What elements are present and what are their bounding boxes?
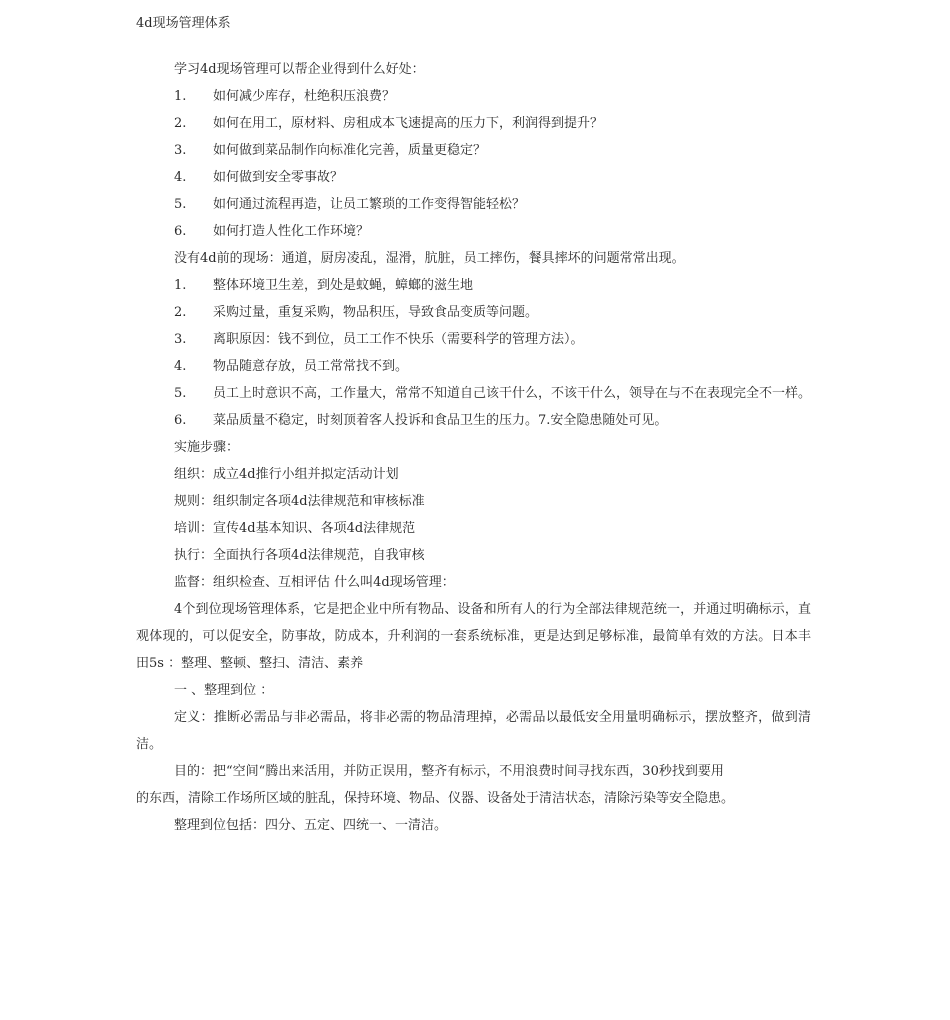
step-item: 培训：宣传4d基本知识、各项4d法律规范 (174, 521, 416, 536)
list-item (136, 299, 811, 326)
list-item (136, 218, 811, 245)
list-item (136, 407, 811, 434)
paragraph-4d-definition: 4个到位现场管理体系，它是把企业中所有物品、设备和所有人的行为全部法律规范统一，并通过明确标示，直观体现的，可以促安全，防事故，防成本，升利润的一套系统标准，更是达到足够标准，最简单有效的方法。日本丰田5s ：整理、整顿、整扫、清洁、素养 (136, 602, 811, 671)
list-number: 5. (174, 386, 187, 401)
list-number: 2. (174, 305, 187, 320)
list-number: 3. (174, 143, 187, 158)
list-item (136, 191, 811, 218)
list-item (136, 326, 811, 353)
paragraph-definition: 定义：推断必需品与非必需品，将非必需的物品清理掉，必需品以最低安全用量明确标示，摆放整齐，做到清洁。 (136, 710, 811, 752)
list-number: 5. (174, 197, 187, 212)
list-text: 如何做到菜品制作向标准化完善，质量更稳定？ (213, 143, 487, 158)
list-text: 采购过量，重复采购，物品积压，导致食品变质等问题。 (213, 305, 539, 320)
benefits-list (136, 83, 811, 245)
paragraph-purpose-line2: 的东西，清除工作场所区域的脏乱，保持环境、物品、仪器、设备处于清洁状态，清除污染等安全隐患。 (136, 791, 735, 806)
intro-text: 学习4d现场管理可以帮企业得到什么好处： (174, 62, 425, 77)
list-item (136, 353, 811, 380)
section-title: 一 、整理到位 ： (174, 683, 274, 698)
paragraph-purpose-line1: 目的：把“空间“腾出来活用，并防正误用，整齐有标示，不用浪费时间寻找东西，30秒找到要用 (174, 764, 724, 779)
before-intro-text: 没有4d前的现场：通道，厨房凌乱，湿滑，肮脏，员工摔伤，餐具摔坏的问题常常出现。 (174, 251, 685, 266)
list-text: 员工上时意识不高，工作量大，常常不知道自己该干什么，不该干什么，领导在与不在表现完全不一样。 (213, 386, 812, 401)
paragraph-includes: 整理到位包括：四分、五定、四统一、一清洁。 (174, 818, 448, 833)
list-item (136, 110, 811, 137)
list-text: 离职原因：钱不到位，员工工作不快乐（需要科学的管理方法）。 (213, 332, 584, 347)
steps-title: 实施步骤： (174, 440, 240, 455)
list-item (136, 137, 811, 164)
page-header: 4d现场管理体系 (136, 16, 231, 31)
list-text: 如何通过流程再造，让员工繁琐的工作变得智能轻松？ (213, 197, 526, 212)
list-number: 1. (174, 89, 187, 104)
list-number: 3. (174, 332, 187, 347)
list-number: 2. (174, 116, 187, 131)
list-number: 4. (174, 170, 187, 185)
step-item: 监督：组织检查、互相评估 什么叫4d现场管理： (174, 575, 455, 590)
step-item: 组织：成立4d推行小组并拟定活动计划 (174, 467, 399, 482)
list-number: 6. (174, 413, 187, 428)
list-item (136, 380, 811, 407)
list-item (136, 83, 811, 110)
list-text: 整体环境卫生差，到处是蚊蝇，蟑螂的滋生地 (213, 278, 474, 293)
list-text: 如何减少库存，杜绝积压浪费？ (213, 89, 396, 104)
list-item (136, 164, 811, 191)
list-text: 如何在用工，原材料、房租成本飞速提高的压力下，利润得到提升？ (213, 116, 604, 131)
list-text: 如何做到安全零事故？ (213, 170, 344, 185)
step-item: 规则：组织制定各项4d法律规范和审核标准 (174, 494, 425, 509)
list-text: 物品随意存放，员工常常找不到。 (213, 359, 409, 374)
list-number: 6. (174, 224, 187, 239)
list-number: 4. (174, 359, 187, 374)
list-item (136, 272, 811, 299)
list-number: 1. (174, 278, 187, 293)
list-text: 菜品质量不稳定，时刻顶着客人投诉和食品卫生的压力。7.安全隐患随处可见。 (213, 413, 668, 428)
document-body (136, 56, 811, 839)
step-item: 执行：全面执行各项4d法律规范，自我审核 (174, 548, 425, 563)
problems-list (136, 272, 811, 434)
list-text: 如何打造人性化工作环境？ (213, 224, 370, 239)
